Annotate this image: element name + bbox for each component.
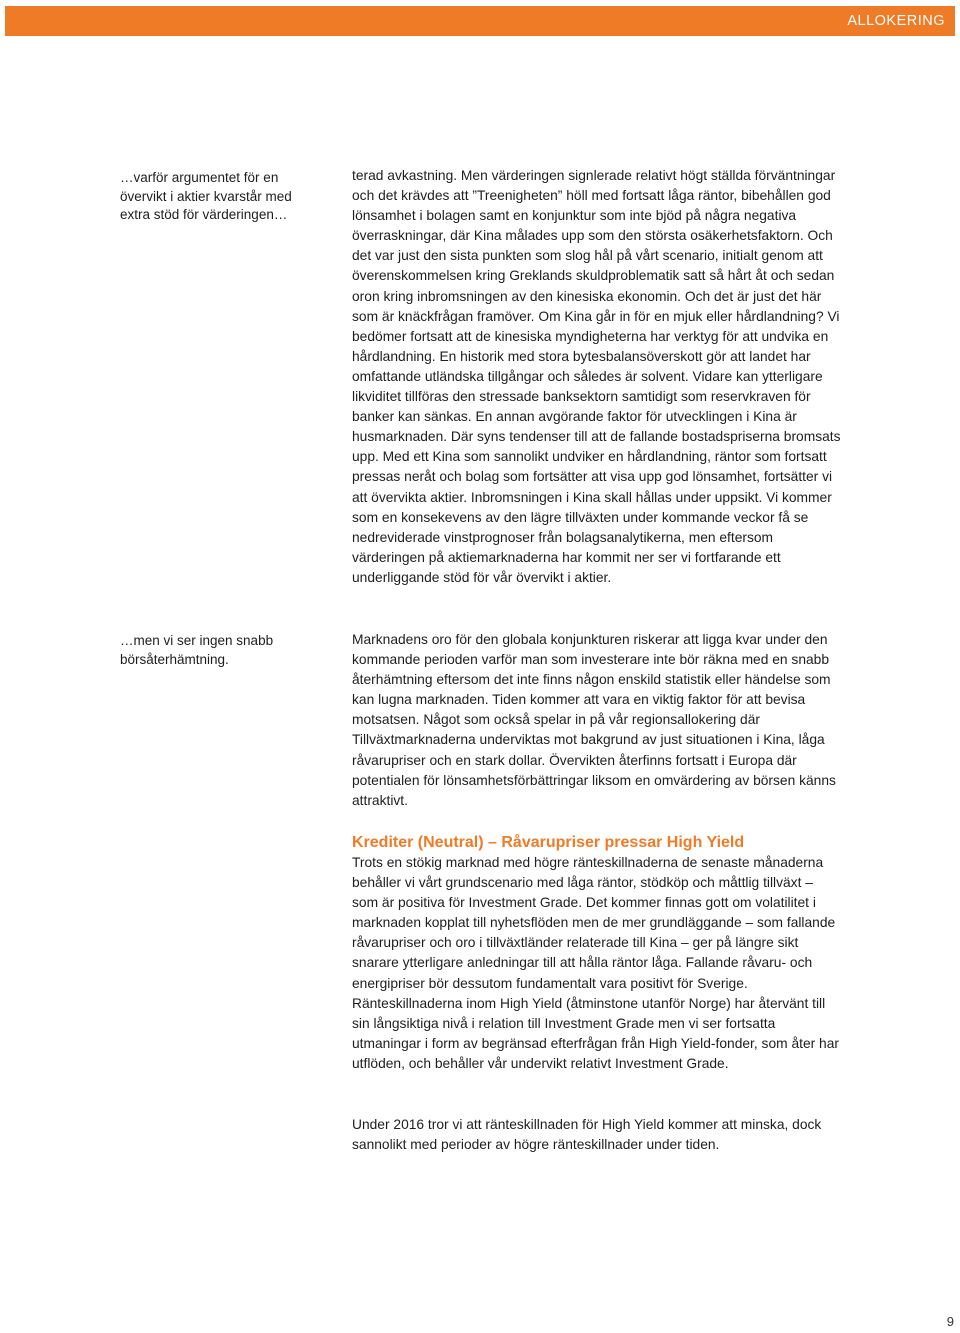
section-header-bar bbox=[5, 6, 955, 36]
margin-note: …men vi ser ingen snabb börsåterhämtning. bbox=[120, 633, 274, 667]
section-paragraph: Under 2016 tror vi att ränteskillnaden för High Yield kommer att minska, dock sannolikt med perioder av högre ränteskillnader under tiden. bbox=[352, 1117, 822, 1153]
section-title: ALLOKERING bbox=[847, 13, 945, 29]
section-heading: Krediter (Neutral) – Råvarupriser pressar High Yield bbox=[352, 834, 745, 851]
body-paragraph: Marknadens oro för den globala konjunkturen riskerar att ligga kvar under den kommande perioden varför man som investerare inte bör räkna med en snabb återhämtning eftersom det inte finns någon enskild statistik eller händelse som kan lugna marknaden. Tiden kommer att vara en viktig faktor för att bevisa motsatsen. Något som också spelar in på vår regionsallokering där Tillväxtmarknaderna underviktas mot bakgrund av just situationen i Kina, låga råvarupriser och en stark dollar. Övervikten återfinns fortsatt i Europa där potentialen för lönsamhetsförbättringar liksom en omvärdering av börsen känns attraktivt. bbox=[352, 632, 836, 808]
page-number: 9 bbox=[946, 1314, 954, 1329]
body-paragraph: terad avkastning. Men värderingen signlerade relativt högt ställda förväntningar och det krävdes att ”Treenigheten” höll med fortsatt låga räntor, bibehållen god lönsamhet i bolagen samt en konjunktur som inte bjöd på några negativa överraskningar, där Kina målades upp som den största osäkerhetsfaktorn. Och det var just den sista punkten som slog hål på vårt scenario, initialt genom att överenskommelsen kring Greklands skuldproblematik satt så hårt åt och sedan oron kring inbromsningen av den kinesiska ekonomin. Och det är just det här som är knäckfrågan framöver. Om Kina går in för en mjuk eller hårdlandning? Vi bedömer fortsatt att de kinesiska myndigheterna har verktyg för att undvika en hårdlandning. En historik med stora bytesbalansöverskott gör att landet har omfattande utländska tillgångar och således är solvent. Vidare kan ytterligare likviditet tillföras den stressade banksektorn samtidigt som reservkraven för banker kan sänkas. En annan avgörande faktor för utvecklingen i Kina är husmarknaden. Där syns tendenser till att de fallande bostadspriserna bromsats upp. Med ett Kina som sannolikt undviker en hårdlandning, räntor som fortsatt pressas neråt och bolag som fortsätter att visa upp god lönsamhet, fortsätter vi att övervikta aktier. Inbromsningen i Kina skall hållas under uppsikt. Vi kommer som en konsekevens av den lägre tillväxten under kommande veckor få se nedreviderade vinstprognoser från bolagsanalytikerna, men eftersom värderingen på aktiemarknaderna har kommit ner ser vi fortfarande ett underliggande stöd för vår övervikt i aktier. bbox=[352, 168, 841, 585]
margin-note: …varför argumentet för en övervikt i aktier kvarstår med extra stöd för värderingen… bbox=[120, 170, 292, 222]
section-paragraph: Trots en stökig marknad med högre ränteskillnaderna de senaste månaderna behåller vi vårt grundscenario med låga räntor, stödköp och måttlig tillväxt – som är positiva för Investment Grade. Det kommer finnas gott om volatilitet i marknaden kopplat till nyhetsflöden men de mer grundläggande – som fallande råvarupriser och oro i tillväxtländer relaterade till Kina – ger på längre sikt snarare ytterligare anledningar till att hålla räntor låga. Fallande råvaru- och energipriser bör dessutom fundamentalt vara positivt för Sverige. Ränteskillnaderna inom High Yield (åtminstone utanför Norge) har återvänt till sin långsiktiga nivå i relation till Investment Grade men vi ser fortsatta utmaningar i form av begränsad efterfrågan från High Yield-fonder, som åter har utflöden, och behåller vår undervikt relativt Investment Grade. bbox=[352, 855, 839, 1071]
